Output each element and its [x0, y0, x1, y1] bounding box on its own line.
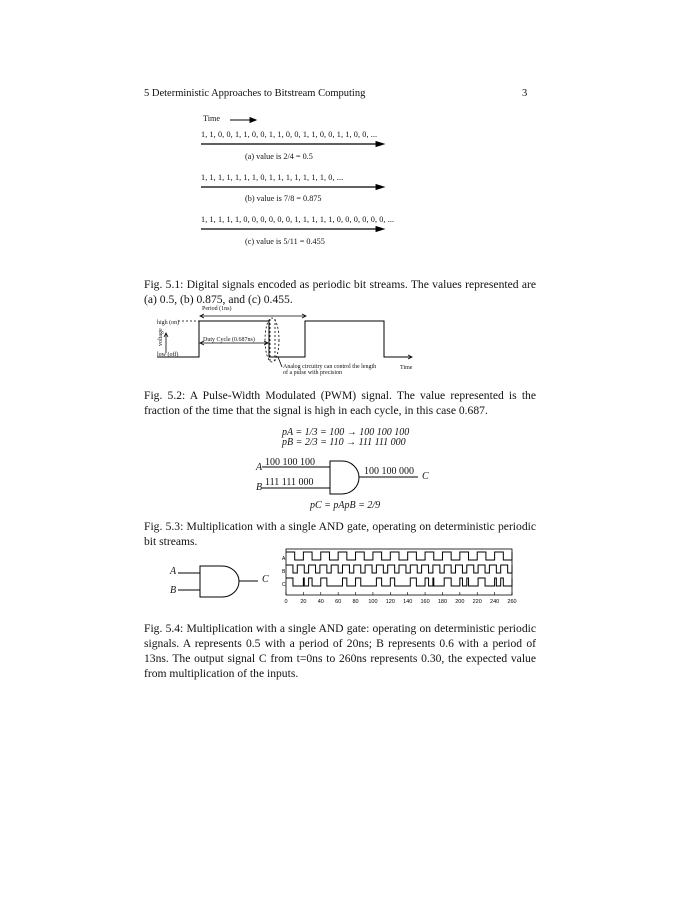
label-a: A — [256, 462, 263, 473]
x-tick-label: 260 — [507, 599, 517, 605]
x-tick-label: 140 — [403, 599, 413, 605]
high-label: high (on) — [157, 320, 180, 326]
stream-a-bits: 1, 1, 0, 0, 1, 1, 0, 0, 1, 1, 0, 0, 1, 1, 0, 0, 1, 1, 0, 0, ... — [201, 130, 378, 139]
x-tick-label: 160 — [420, 599, 430, 605]
and-gate — [330, 461, 359, 494]
analog-note-line1: Analog circuitry can control the length — [283, 364, 377, 370]
stream-a-arrow-head — [376, 142, 384, 147]
stream-b-label: (b) value is 7/8 = 0.875 — [245, 194, 322, 203]
x-tick-label: 100 — [368, 599, 378, 605]
analog-control-ellipse — [265, 318, 279, 362]
stream-c-bits: 1, 1, 1, 1, 1, 0, 0, 0, 0, 0, 0, 1, 1, 1, 1, 1, 0, 0, 0, 0, 0, 0, ... — [201, 215, 395, 224]
fig54-caption: Fig. 5.4: Multiplication with a single AND gate: operating on deterministic periodic signals. A represents 0.5 with a period of 20ns; B represents 0.6 with a period of 13ns. The output signal C from t=0ns to 260ns represents 0.30, the expected value from multiplication of the inputs. — [144, 622, 536, 680]
period-label: Period (1ns) — [202, 306, 232, 312]
stream-b-arrow-head — [376, 185, 384, 190]
input-b-bits: 111 111 000 — [265, 477, 314, 488]
waveform-c — [286, 578, 512, 586]
low-label: low (off) — [157, 352, 179, 358]
stream-c-arrow-head — [376, 227, 384, 232]
x-tick-label: 180 — [437, 599, 448, 605]
label-c-2: C — [262, 574, 269, 585]
label-b-2: B — [170, 585, 177, 596]
timing-chart — [282, 545, 522, 605]
stream-c-label: (c) value is 5/11 = 0.455 — [245, 237, 325, 246]
waveform-b — [286, 565, 512, 573]
x-tick-label: 60 — [335, 599, 342, 605]
label-b: B — [256, 482, 263, 493]
and-gate-small — [200, 566, 239, 597]
duty-cycle-label: Duty Cycle (0.687ns) — [203, 337, 255, 343]
series-label-c: C — [282, 582, 286, 588]
x-tick-label: 240 — [490, 599, 500, 605]
x-tick-label: 200 — [455, 599, 465, 605]
pwm-waveform — [157, 321, 410, 357]
series-label-a: A — [282, 556, 286, 562]
x-tick-label: 20 — [300, 599, 307, 605]
series-label-b: B — [282, 569, 286, 575]
fig52-caption: Fig. 5.2: A Pulse-Width Modulated (PWM) signal. The value represented is the fraction of the time that the signal is high in each cycle, in this case 0.687. — [144, 389, 536, 417]
waveform-a — [286, 552, 512, 560]
stream-a-label: (a) value is 2/4 = 0.5 — [245, 152, 313, 161]
eq-pb: pB = 2/3 = 110 → 111 111 000 — [282, 437, 406, 448]
fig53-caption: Fig. 5.3: Multiplication with a single AND gate, operating on deterministic periodic bit streams. — [144, 520, 536, 548]
voltage-label: voltage — [158, 328, 164, 346]
time-label: Time — [203, 114, 220, 123]
output-bits: 100 100 000 — [364, 466, 414, 477]
time-arrow-head — [250, 118, 256, 123]
analog-note-pointer — [278, 357, 282, 367]
x-tick-label: 220 — [472, 599, 482, 605]
label-c: C — [422, 471, 429, 482]
page-number: 3 — [522, 88, 528, 99]
running-header-title: 5 Deterministic Approaches to Bitstream Computing — [144, 88, 366, 99]
x-tick-label: 0 — [284, 599, 288, 605]
time-label-pwm: Time — [400, 365, 413, 371]
x-tick-label: 80 — [352, 599, 359, 605]
x-tick-label: 40 — [317, 599, 324, 605]
input-a-bits: 100 100 100 — [265, 457, 315, 468]
analog-note-line2: of a pulse with precision — [283, 370, 342, 376]
eq-pc: pC = pApB = 2/9 — [310, 500, 381, 511]
stream-b-bits: 1, 1, 1, 1, 1, 1, 1, 0, 1, 1, 1, 1, 1, 1, 1, 0, ... — [201, 173, 344, 182]
x-tick-label: 120 — [385, 599, 395, 605]
label-a-2: A — [170, 566, 177, 577]
eq-pa: pA = 1/3 = 100 → 100 100 100 — [282, 427, 410, 438]
fig51-caption: Fig. 5.1: Digital signals encoded as periodic bit streams. The values represented are (a) 0.5, (b) 0.875, and (c) 0.455. — [144, 278, 536, 306]
